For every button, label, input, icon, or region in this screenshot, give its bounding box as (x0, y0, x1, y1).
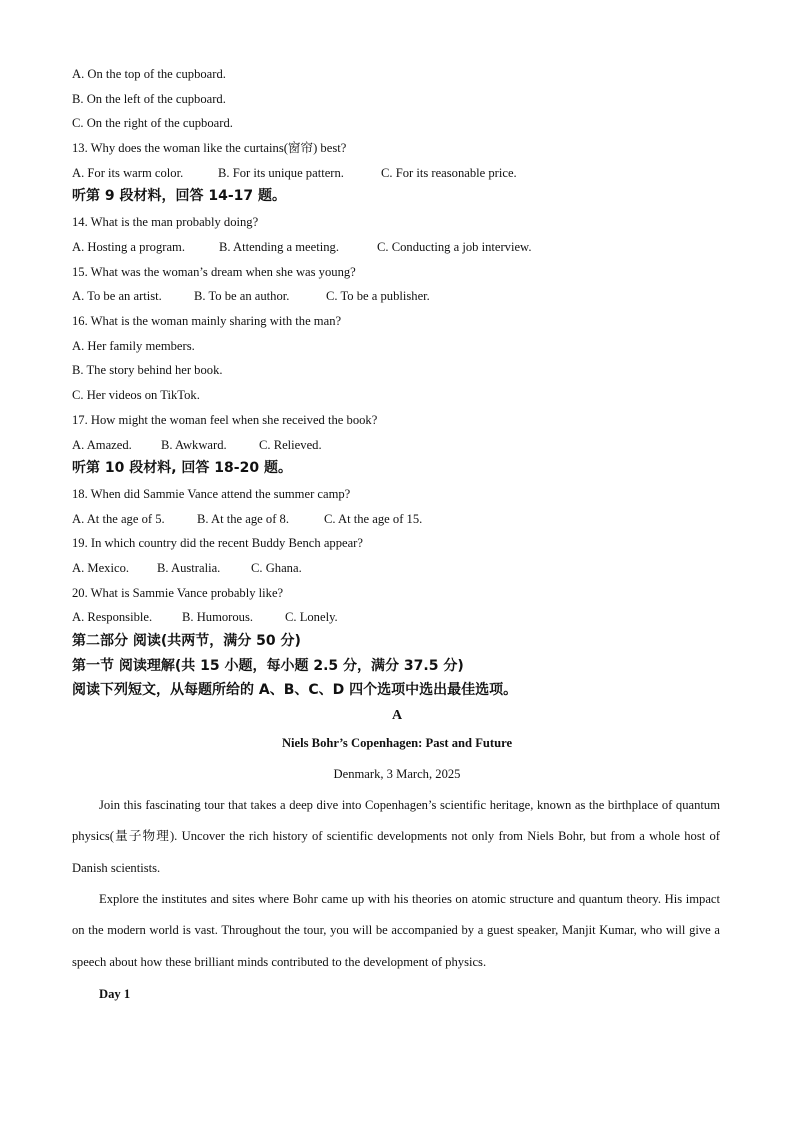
q15-option-b: B. To be an author. (194, 289, 290, 303)
q20-option-c: C. Lonely. (285, 610, 338, 624)
part-two-heading: 第二部分 阅读(共两节，满分 50 分) (72, 633, 301, 649)
passage-letter: A (391, 708, 403, 723)
section-heading-9: 听第 9 段材料，回答 14-17 题。 (72, 188, 287, 204)
q18-option-c: C. At the age of 15. (324, 512, 423, 526)
question-18: 18. When did Sammie Vance attend the summer camp? (72, 487, 351, 501)
q18-option-a: A. At the age of 5. (72, 512, 165, 526)
passage-dateline: Denmark, 3 March, 2025 (333, 767, 461, 781)
passage-title: Niels Bohr’s Copenhagen: Past and Future (281, 736, 513, 750)
q16-option-b: B. The story behind her book. (72, 363, 223, 377)
q12-option-b: B. On the left of the cupboard. (72, 92, 226, 106)
passage-paragraph-2: Explore the institutes and sites where Bohr came up with his theories on atomic structure and quantum theory. His impact on the modern world is vast. Throughout the tour, you will be accompanied by a guest speaker, Manjit Kumar, who will give a speech about how these brilliant minds contributed to the development of physics. (72, 892, 720, 969)
section-one-heading: 第一节 阅读理解(共 15 小题，每小题 2.5 分，满分 37.5 分) (72, 658, 464, 674)
q12-option-a: A. On the top of the cupboard. (72, 67, 226, 81)
q20-option-a: A. Responsible. (72, 610, 153, 624)
question-16: 16. What is the woman mainly sharing with the man? (72, 314, 342, 328)
q15-option-a: A. To be an artist. (72, 289, 162, 303)
question-14: 14. What is the man probably doing? (72, 215, 259, 229)
question-15: 15. What was the woman’s dream when she was young? (72, 265, 356, 279)
q13-option-c: C. For its reasonable price. (381, 166, 517, 180)
q12-option-c: C. On the right of the cupboard. (72, 116, 233, 130)
q20-option-b: B. Humorous. (182, 610, 254, 624)
q18-option-b: B. At the age of 8. (197, 512, 289, 526)
q16-option-a: A. Her family members. (72, 339, 195, 353)
q15-option-c: C. To be a publisher. (326, 289, 430, 303)
q17-option-a: A. Amazed. (72, 438, 132, 452)
q13-option-b: B. For its unique pattern. (218, 166, 344, 180)
question-20: 20. What is Sammie Vance probably like? (72, 586, 284, 600)
question-13: 13. Why does the woman like the curtains(窗帘) best? (72, 141, 347, 155)
q19-option-b: B. Australia. (157, 561, 221, 575)
q14-option-c: C. Conducting a job interview. (377, 240, 532, 254)
q19-option-a: A. Mexico. (72, 561, 130, 575)
q14-option-a: A. Hosting a program. (72, 240, 185, 254)
q17-option-b: B. Awkward. (161, 438, 227, 452)
question-17: 17. How might the woman feel when she received the book? (72, 413, 378, 427)
q16-option-c: C. Her videos on TikTok. (72, 388, 200, 402)
section-heading-10: 听第 10 段材料, 回答 18-20 题。 (72, 460, 292, 476)
day-1-heading: Day 1 (99, 987, 131, 1001)
q19-option-c: C. Ghana. (251, 561, 302, 575)
q17-option-c: C. Relieved. (259, 438, 322, 452)
q14-option-b: B. Attending a meeting. (219, 240, 339, 254)
question-19: 19. In which country did the recent Buddy Bench appear? (72, 536, 363, 550)
reading-instruction: 阅读下列短文，从每题所给的 A、B、C、D 四个选项中选出最佳选项。 (72, 682, 518, 698)
passage-paragraph-1: Join this fascinating tour that takes a deep dive into Copenhagen’s scientific heritage, known as the birthplace of quantum physics(量子物理). Uncover the rich history of scientific developments not only from Niels Bohr, but from a whole host of Danish scientists. (72, 798, 720, 875)
q13-option-a: A. For its warm color. (72, 166, 184, 180)
